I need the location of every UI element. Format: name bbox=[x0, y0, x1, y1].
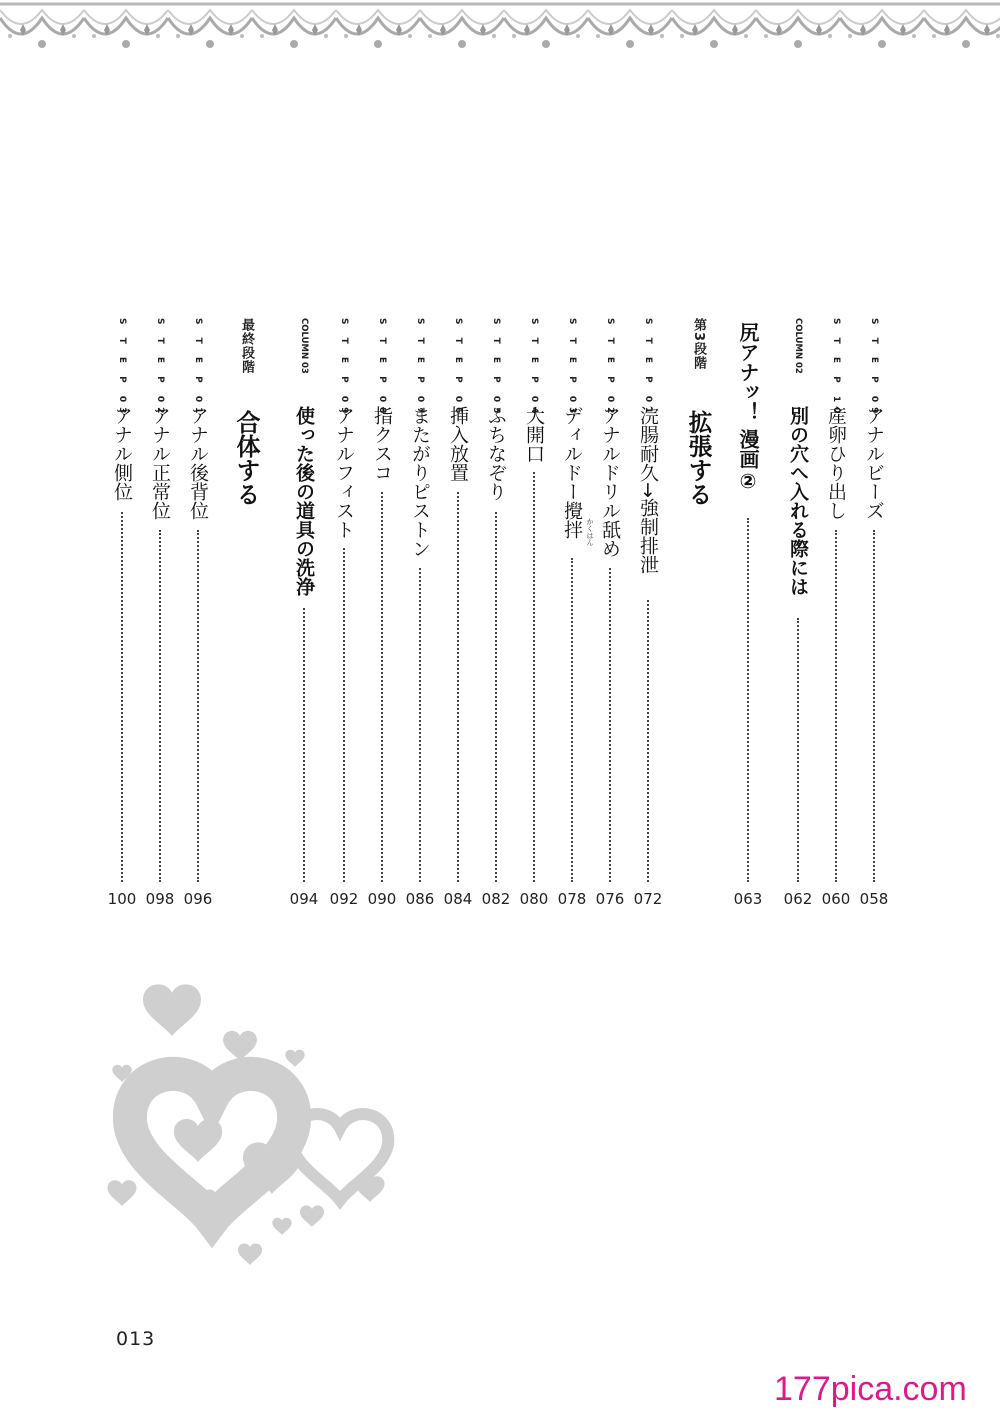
step-label: S T E P 01 bbox=[643, 318, 653, 419]
entry-page: 063 bbox=[733, 890, 763, 908]
entry-page: 100 bbox=[107, 890, 137, 908]
entry-page: 080 bbox=[519, 890, 549, 908]
entry-page: 084 bbox=[443, 890, 473, 908]
dot-leader bbox=[457, 492, 459, 882]
watermark: 177pica.com bbox=[774, 1370, 967, 1408]
toc-entry-step02[interactable] bbox=[596, 318, 624, 912]
step-label: S T E P 05 bbox=[491, 318, 501, 419]
entry-page: 082 bbox=[481, 890, 511, 908]
entry-title: アナル正常位 bbox=[149, 406, 171, 520]
entry-page: 094 bbox=[289, 890, 319, 908]
toc-entry-step06[interactable] bbox=[444, 318, 472, 912]
dot-leader bbox=[571, 558, 573, 882]
dot-leader bbox=[419, 568, 421, 882]
entry-title: アナルフィスト bbox=[333, 406, 355, 539]
dot-leader bbox=[609, 568, 611, 882]
step-label: S T E P 06 bbox=[453, 318, 463, 419]
step-label: S T E P 04 bbox=[529, 318, 539, 419]
ruby-reading: かくはん bbox=[586, 518, 594, 546]
toc-entry-step10[interactable] bbox=[822, 318, 850, 912]
toc-entry-step01[interactable] bbox=[634, 318, 662, 912]
dot-leader bbox=[381, 492, 383, 882]
dot-leader bbox=[343, 548, 345, 882]
section-heading-final[interactable] bbox=[232, 318, 260, 912]
toc-entry-step09[interactable] bbox=[860, 318, 888, 912]
entry-page: 086 bbox=[405, 890, 435, 908]
entry-title: 挿入放置 bbox=[447, 406, 469, 482]
step-label: S T E P 03 bbox=[117, 318, 127, 419]
step-label: S T E P 09 bbox=[339, 318, 349, 419]
entry-page: 092 bbox=[329, 890, 359, 908]
entry-title: 使った後の道具の洗浄 bbox=[293, 406, 315, 596]
toc-entry-column02[interactable] bbox=[784, 318, 812, 912]
entry-title: 別の穴へ入れる際には bbox=[787, 406, 809, 596]
page-number: 013 bbox=[116, 1328, 156, 1350]
entry-page: 076 bbox=[595, 890, 625, 908]
entry-title: ディルドー攪拌 bbox=[561, 406, 583, 539]
entry-title: 尻アナッ！ 漫画② bbox=[736, 322, 760, 493]
dot-leader bbox=[121, 512, 123, 882]
section-label: 第3段階 bbox=[691, 318, 706, 371]
dot-leader bbox=[303, 608, 305, 882]
dot-leader bbox=[873, 530, 875, 882]
entry-title: アナル側位 bbox=[111, 406, 133, 501]
column-label: COLUMN 02 bbox=[793, 318, 803, 374]
section-title: 拡張する bbox=[684, 410, 712, 506]
entry-page: 058 bbox=[859, 890, 889, 908]
step-label: S T E P 09 bbox=[869, 318, 879, 419]
toc-entry-step07[interactable] bbox=[406, 318, 434, 912]
toc-entry-final-step01[interactable] bbox=[184, 318, 212, 912]
entry-title: アナルドリル舐め bbox=[599, 406, 621, 558]
entry-title: アナルビーズ bbox=[863, 406, 885, 520]
step-label: S T E P 10 bbox=[831, 318, 841, 419]
entry-page: 098 bbox=[145, 890, 175, 908]
dot-leader bbox=[495, 512, 497, 882]
toc-entry-final-step02[interactable] bbox=[146, 318, 174, 912]
step-label: S T E P 01 bbox=[193, 318, 203, 419]
entry-page: 096 bbox=[183, 890, 213, 908]
toc-entry-step04[interactable] bbox=[520, 318, 548, 912]
dot-leader bbox=[197, 530, 199, 882]
toc-entry-step05[interactable] bbox=[482, 318, 510, 912]
step-label: S T E P 02 bbox=[155, 318, 165, 419]
entry-title: 産卵ひり出し bbox=[825, 406, 847, 520]
section-title: 合体する bbox=[232, 410, 260, 506]
toc-entry-column03[interactable] bbox=[290, 318, 318, 912]
section-heading-stage3[interactable] bbox=[684, 318, 712, 912]
dot-leader bbox=[647, 600, 649, 882]
dot-leader bbox=[835, 530, 837, 882]
toc-entry-final-step03[interactable] bbox=[108, 318, 136, 912]
column-label: COLUMN 03 bbox=[299, 318, 309, 374]
toc-entry-step03[interactable] bbox=[557, 318, 594, 912]
entry-title: アナル後背位 bbox=[187, 406, 209, 520]
entry-page: 060 bbox=[821, 890, 851, 908]
entry-title: またがりピストン bbox=[409, 406, 431, 558]
dot-leader bbox=[747, 518, 749, 882]
dot-leader bbox=[533, 472, 535, 882]
entry-title: 指クスコ bbox=[371, 406, 393, 482]
entry-title: ふちなぞり bbox=[485, 406, 507, 501]
toc-entry-step09b[interactable] bbox=[330, 318, 358, 912]
step-label: S T E P 03 bbox=[567, 318, 577, 419]
entry-page: 078 bbox=[557, 890, 587, 908]
step-label: S T E P 08 bbox=[377, 318, 387, 419]
section-label: 最終段階 bbox=[239, 318, 254, 374]
entry-page: 062 bbox=[783, 890, 813, 908]
step-label: S T E P 02 bbox=[605, 318, 615, 419]
dot-leader bbox=[159, 530, 161, 882]
entry-page: 072 bbox=[633, 890, 663, 908]
toc-entry-step08[interactable] bbox=[368, 318, 396, 912]
heart-decoration bbox=[100, 960, 400, 1280]
entry-title: 浣腸耐久→強制排泄 bbox=[637, 406, 659, 574]
dot-leader bbox=[797, 618, 799, 882]
entry-page: 090 bbox=[367, 890, 397, 908]
step-label: S T E P 07 bbox=[415, 318, 425, 419]
entry-title: 大開口 bbox=[523, 406, 545, 463]
toc-entry-manga2[interactable] bbox=[734, 318, 762, 912]
